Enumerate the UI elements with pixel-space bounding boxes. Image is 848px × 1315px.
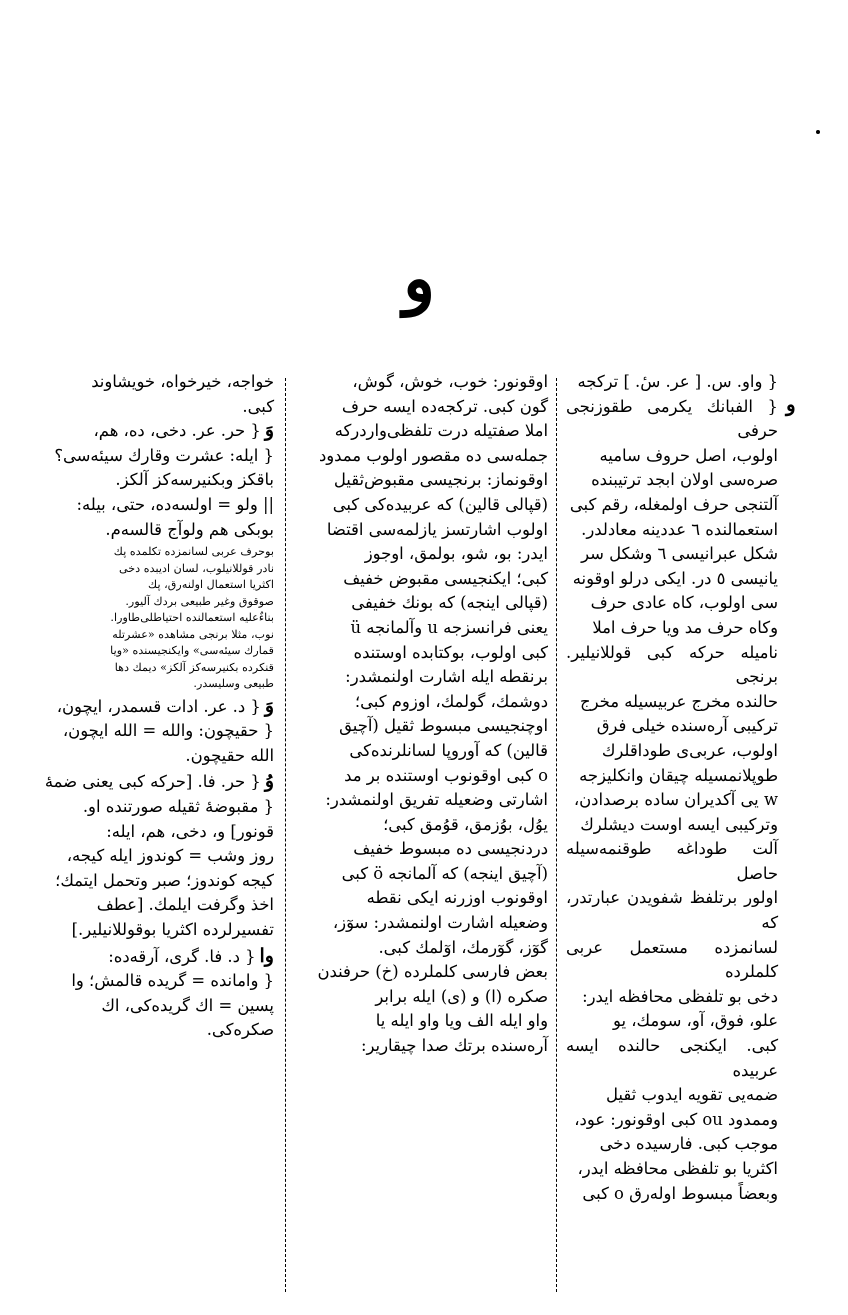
text-line: آلت طوداغه طوقنمه‌سيله حاصل bbox=[566, 839, 778, 883]
text-line: تفسيرلرده اكثريا بوقوللانيلير.] bbox=[71, 920, 274, 939]
text-line: صكره (ا) و (ى) ايله برابر bbox=[375, 986, 548, 1006]
text-line: آره‌سنده برتك صدا چيقارير: bbox=[360, 1036, 548, 1056]
text-line: اوقونوب اوزرنه ايكى نقطه bbox=[366, 888, 548, 908]
note-line: نادر قوللانيلوب، لسان اديبده دخى bbox=[118, 561, 274, 575]
text-line: پسين = اك گريده‌كى، اك bbox=[101, 995, 274, 1015]
entry-headword-waw: و bbox=[786, 392, 796, 416]
text-line: وممدود ou كبى اوقونور: عود، bbox=[574, 1109, 778, 1129]
text-line: باقكز وبكنيرسه‌كز آلكز. bbox=[115, 470, 274, 490]
text-line: واو ايله الف ويا واو ايله يا bbox=[375, 1011, 548, 1031]
text-line: || ولو = اولسه‌ده، حتى، بيله: bbox=[76, 494, 274, 514]
text-line: حالنده مخرج عربيسيله مخرج bbox=[580, 691, 778, 711]
text-line: o كبى اوقونوب اوستنده بر مد bbox=[344, 765, 548, 785]
text-line: بعض فارسى كلملرده (خ) حرفندن bbox=[317, 962, 548, 982]
text-line: اخذ وگرفت ايلمك. [عطف bbox=[96, 895, 274, 915]
text-line: (قپالى قالين) كه عربيده‌كى كبى bbox=[332, 494, 548, 514]
text-line: كيجه كوندوز؛ صبر وتحمل ايتمك؛ bbox=[55, 870, 274, 890]
text-line: خواجه، خيرخواه، خويشاوند bbox=[91, 372, 274, 391]
text-line: صره‌سى اولان ابجد ترتيبنده bbox=[591, 470, 778, 490]
dictionary-entry bbox=[30, 419, 274, 542]
entry-headword: وا bbox=[259, 944, 274, 967]
text-line: تركيبى آره‌سنده خيلى فرق bbox=[596, 716, 778, 736]
text-line: اوقونماز: برنجيسى مقبوض‌ثقيل bbox=[333, 470, 548, 490]
note-line: نوب، مثلا برنجى مشاهده «عشرتله bbox=[112, 627, 274, 641]
text-line: اشارتى وضعيله تفريق اولنمشدر: bbox=[325, 790, 548, 810]
note-line: قنكرده بكنيرسه‌كز آلكز» ديمك دها bbox=[114, 660, 274, 674]
text-line: گون كبى. تركجه‌ده ايسه حرف bbox=[341, 396, 548, 416]
text-line: يوُل، بوُزمق، قوُمق كبى؛ bbox=[383, 814, 548, 834]
text-line: وبعضاً مبسوط اولەرق o كبى bbox=[582, 1183, 778, 1203]
text-line: ضمه‌يى تقويه ايدوب ثقيل bbox=[606, 1085, 778, 1105]
text-line: لسانمزده مستعمل عربى كلملرده bbox=[566, 937, 778, 982]
text-line: ناميله حركه كبى قوللانيلير. برنجى bbox=[566, 642, 778, 687]
dictionary-entry bbox=[30, 695, 274, 769]
text-line: { وامانده = گريده قالمش؛ وا bbox=[71, 971, 274, 991]
text-line: كبى. ايكنجى حالنده ايسه عربيده bbox=[566, 1036, 778, 1080]
text-line: وكاه حرف مد ويا حرف املا bbox=[592, 617, 778, 637]
speck-mark bbox=[816, 130, 820, 134]
note-line: بوحرف عربى لسانمزده تكلمده پك bbox=[113, 545, 274, 559]
text-line: { الفبانك يكرمى طقوزنجى حرفى bbox=[566, 396, 778, 441]
text-line: { مقبوضهٔ ثقيله صورتنده او. bbox=[82, 797, 274, 817]
text-line: بوبكى هم ولوآج قالسه‌م. bbox=[105, 519, 274, 539]
text-line: شكل عبرانيسى ٦ وشكل سر bbox=[581, 544, 778, 564]
text-line: كبى؛ ايكنجيسى مقبوض خفيف bbox=[343, 568, 548, 588]
text-line: گوٓز، گوٓرمك، اوٓلمك كبى. bbox=[378, 937, 548, 957]
text-line: صكره‌كى. bbox=[206, 1020, 274, 1040]
text-line: كبى. bbox=[242, 396, 274, 416]
text-line: اكثريا بو تلفظى محافظه ايدر، bbox=[577, 1159, 778, 1178]
text-line: w يى آكديران ساده برصدادن، bbox=[573, 790, 778, 810]
text-line: { حقيچون: والله = الله ايچون، bbox=[62, 721, 274, 741]
text-line: اولوب، اصل حروف ساميه bbox=[599, 445, 778, 465]
note-line: صوقوق وغير طبيعى بردك آليور. bbox=[125, 594, 274, 608]
note-line: بناءٌعليه استعمالنده احتياطلى‌طاورا. bbox=[110, 611, 274, 625]
text-line: موجب كبى. فارسيده دخى bbox=[599, 1134, 778, 1154]
entry-headword: وَ bbox=[264, 419, 274, 442]
dictionary-entry bbox=[30, 770, 274, 942]
text-line: دوشمك، گولمك، اوزوم كبى؛ bbox=[354, 691, 548, 711]
text-line: { حر. عر. دخى، ده، هم، bbox=[93, 421, 261, 441]
text-line: اولوب، عربى‌ى طوداقلرك bbox=[601, 740, 778, 760]
text-line: علو، فوق، آو، سومك، يو bbox=[613, 1011, 778, 1031]
column-divider-left bbox=[285, 378, 286, 1292]
entry-headword: وُ bbox=[264, 770, 274, 793]
text-line: طوپلانمسيله چيقان وانكليزجه bbox=[579, 765, 778, 785]
text-line: { د. عر. ادات قسمدر، ايچون، bbox=[56, 696, 261, 716]
text-line: (قپالى اينجه) كه بونك خفيفى bbox=[351, 593, 548, 613]
text-line: الله حقيچون. bbox=[185, 745, 274, 765]
text-line: اوچنجيسى مبسوط ثقيل (آچيق bbox=[339, 716, 548, 736]
text-line: { ايله: عشرت وقارك سيئه‌سى؟ bbox=[54, 445, 274, 465]
text-line: قونور] و، دخى، هم، ايله: bbox=[106, 821, 274, 841]
note-line: اكثريا استعمال اولنه‌رق، پك bbox=[148, 578, 274, 592]
text-line: { حر. فا. [حركه كبى يعنى ضمهٔ bbox=[44, 772, 261, 792]
text-line: برنقطه ايله اشارت اولنمشدر: bbox=[345, 667, 548, 687]
text-line: ايدر: بو، شو، بولمق، اوجوز bbox=[364, 544, 548, 564]
text-line: روز وشب = كوندوز ايله كيجه، bbox=[66, 846, 274, 866]
text-line: كبى اولوب، بوكتابده اوستنده bbox=[353, 642, 548, 662]
entry-headword: وَ bbox=[264, 694, 274, 717]
usage-note bbox=[30, 544, 274, 693]
text-line: دردنجيسى ده مبسوط خفيف bbox=[353, 839, 548, 859]
text-line: اولور برتلفظ شفويدن عبارتدر، كه bbox=[566, 888, 778, 933]
text-line: وتركيبى ايسه اوست ديشلرك bbox=[580, 814, 778, 834]
note-line: طبيعى وسليسدر. bbox=[193, 677, 274, 691]
text-line: املا صفتيله درت تلفظى‌واردركه bbox=[334, 421, 548, 441]
right-column bbox=[566, 370, 778, 1206]
text-line: وضعيله اشارت اولنمشدر: سوٓز، bbox=[332, 913, 548, 933]
text-line: جمله‌سى ده مقصور اولوب ممدود bbox=[318, 445, 548, 465]
text-line: قالين) كه آوروپا لسانلرنده‌كى bbox=[349, 740, 548, 760]
section-letter-heading: و bbox=[403, 239, 435, 317]
text-line: (آچيق اينجه) كه آلمانجه ö كبى bbox=[341, 863, 548, 883]
text-line: يانيسى ٥ در. ايكى درلو اوقونه bbox=[572, 568, 778, 588]
text-line: دخى بو تلفظى محافظه ايدر: bbox=[582, 986, 778, 1006]
text-line: سى اولوب، كاه عادى حرف bbox=[590, 593, 778, 613]
text-line: اوقونور: خوب، خوش، گوش، bbox=[352, 372, 548, 391]
note-line: قمارك سيئه‌سى» وايكنجيسنده «ويا bbox=[110, 644, 274, 658]
text-line: اولوب اشارتسز يازلمه‌سى اقتضا bbox=[326, 519, 548, 539]
column-divider-right bbox=[556, 378, 557, 1292]
text-line: استعمالنده ٦ عددينه معادلدر. bbox=[581, 519, 778, 539]
middle-column bbox=[296, 370, 548, 1059]
text-line: يعنى فرانسزجه u وآلمانجه ü bbox=[350, 617, 548, 637]
dictionary-entry bbox=[30, 945, 274, 1043]
text-line: { واو. س. [ عر. سٔ. ] تركجه bbox=[577, 372, 778, 391]
text-line: آلتنجى حرف اولمغله، رقم كبى bbox=[569, 494, 778, 514]
left-column bbox=[30, 370, 274, 1045]
text-line: { د. فا. گرى، آرقه‌ده: bbox=[108, 946, 256, 966]
